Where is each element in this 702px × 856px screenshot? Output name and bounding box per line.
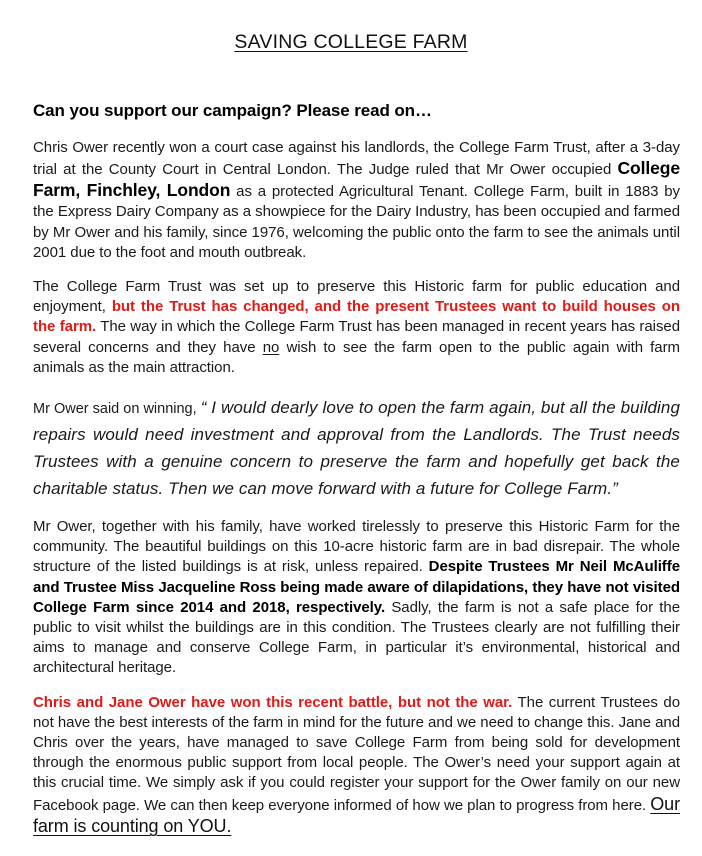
page-title	[0, 0, 702, 53]
red-call-to-action: Chris and Jane Ower have won this recent battle, but not the war.	[33, 693, 513, 711]
quote-text: “ I would dearly love to open the farm again, but all the building repairs would need investment and approval from the Landlords. The Trust needs Trustees with a genuine concern to preserve the farm and hopefully get back the charitable status. Then we can move forward with a future for College Farm.”	[33, 398, 680, 499]
underlined-no: no	[262, 338, 280, 356]
paragraph-trust-purpose	[33, 263, 680, 378]
paragraph-3-part-1: Mr Ower, together with his family, have worked tirelessly to preserve this Historic Farm for the community. The beautiful buildings on this 10-acre historic farm are in bad disrepair. The whole structure of the listed buildings is at risk, unless repaired.	[33, 518, 680, 576]
page-title-text: SAVING COLLEGE FARM	[234, 31, 468, 53]
paragraph-2-part-2: The way in which the College Farm Trust has been managed in recent years has raised several concerns and they have	[33, 318, 680, 356]
red-warning-text: but the Trust has changed, and the present Trustees want to build houses on the farm.	[33, 298, 680, 336]
ower-quote-block	[33, 378, 680, 503]
quote-lead-in: Mr Ower said on winning,	[33, 401, 201, 418]
campaign-subheading: Can you support our campaign? Please read on…	[33, 101, 432, 121]
paragraph-1-part-2: as a protected Agricultural Tenant. College Farm, built in 1883 by the Express Dairy Company as a showpiece for the Dairy Industry, has been occupied and farmed by Mr Ower and his family, since 1976, welcoming the public onto the farm to see the animals until 2001 due to the foot and mouth outbreak.	[33, 183, 680, 261]
paragraph-2-part-3: wish to see the farm open to the public again with farm animals as the main attraction.	[33, 338, 680, 376]
paragraph-3-part-2: Sadly, the farm is not a safe place for the public to visit whilst the buildings are in this condition. The Trustees clearly are not fulfilling their aims to manage and conserve College Farm, in particular it’s environmental, historical and architectural heritage.	[33, 598, 680, 677]
paragraph-buildings-disrepair	[33, 503, 680, 679]
paragraph-1-part-1: Chris Ower recently won a court case against his landlords, the College Farm Trust, after a 3-day trial at the County Court in Central London. The Judge ruled that Mr Ower occupied	[33, 138, 680, 179]
paragraph-2-part-1: The College Farm Trust was set up to preserve this Historic farm for public education and enjoyment,	[33, 278, 680, 316]
bold-trustee-claim: Despite Trustees Mr Neil McAuliffe and Trustee Miss Jacqueline Ross being made aware of dilapidations, they have not visited College Farm since 2014 and 2018, respectively.	[33, 558, 680, 616]
closing-appeal: Our farm is counting on YOU.	[33, 793, 680, 836]
document-body	[0, 122, 702, 838]
paragraph-background	[33, 122, 680, 263]
farm-location-emphasis: College Farm, Finchley, London	[33, 158, 680, 201]
paragraph-call-to-action	[33, 679, 680, 838]
paragraph-4-part-1: The current Trustees do not have the best interests of the farm in mind for the future and we need to change this. Jane and Chris over the years, have managed to save College Farm from being sold for development through the enormous public support from local people. The Ower’s need your support again at this crucial time. We simply ask if you could register your support for the Ower family on our new Facebook page. We can then keep everyone informed of how we plan to progress from here.	[33, 693, 680, 814]
